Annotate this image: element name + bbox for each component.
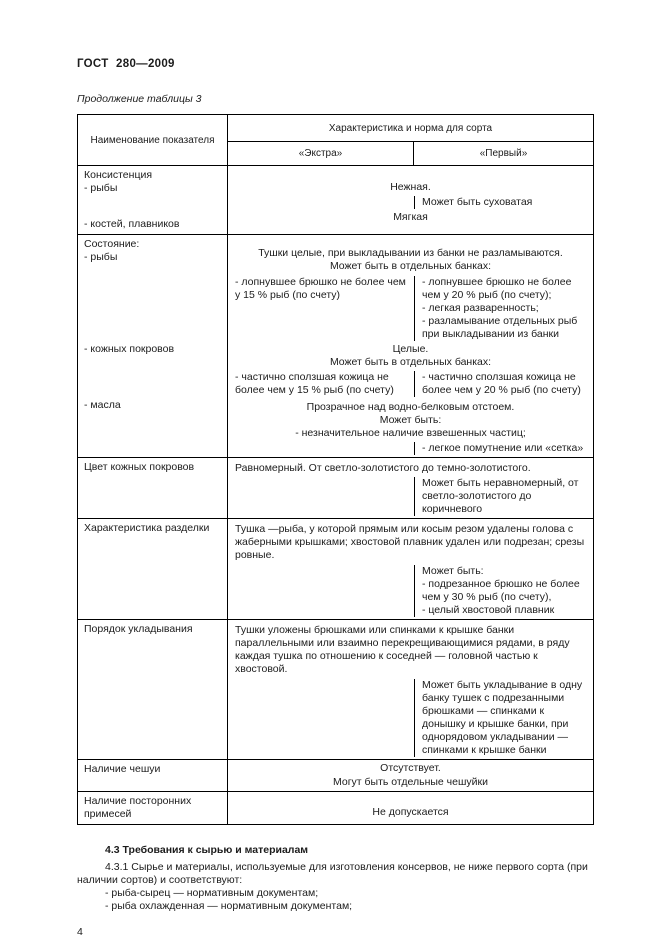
cell-paragraph: Может быть суховатая (422, 196, 533, 208)
center-text-block: Мягкая (393, 211, 428, 223)
label-line: Наличие посторонних примесей (84, 795, 192, 820)
split-right-cell (414, 565, 593, 617)
label-line: Консистенция (84, 169, 153, 181)
row-scales (78, 760, 593, 792)
cell-paragraph: - лопнувшее брюшко не более чем у 20 % рыб (по счету); (422, 276, 572, 301)
split-right-cell (414, 442, 593, 455)
row-label-cell (78, 760, 228, 791)
split-block (228, 196, 593, 209)
cell-paragraph: - разламывание отдельных рыб при выкладывании из банки (422, 315, 578, 340)
center-text-block: Нежная. (390, 181, 431, 193)
split-left-cell (228, 565, 414, 617)
center-text-block: Не допускается (372, 806, 449, 818)
label-line: Наличие чешуи (84, 763, 161, 775)
row-cutting (78, 519, 593, 620)
row-value-cell (228, 235, 593, 457)
label-line: - рыбы (84, 251, 118, 263)
split-right-cell (414, 276, 593, 341)
doc-number: ГОСТ 280—2009 (77, 58, 175, 70)
row-value-cell (228, 519, 593, 619)
split-left-cell (228, 679, 414, 757)
split-block (228, 477, 593, 516)
split-left-cell (228, 276, 414, 341)
label-line: Состояние: (84, 238, 140, 250)
span-text-block: Тушки уложены брюшками или спинками к крышке банки параллельными или взаимно перекрещивающимися рядами, в ряду каждая тушка по отношению к соседней — головной частью к хвостовой. (235, 624, 570, 675)
split-left-cell (228, 477, 414, 516)
section-heading: 4.3 Требования к сырью и материалам (105, 844, 309, 856)
label-line: Характеристика разделки (84, 522, 210, 534)
header-grade-extra: «Экстра» (228, 142, 414, 165)
table-header (78, 115, 593, 166)
center-text-block: Может быть в отдельных банках: (329, 260, 492, 272)
row-consistency (78, 166, 593, 235)
cell-paragraph: - легкая разваренность; (422, 302, 539, 314)
split-block (228, 442, 593, 455)
split-left-cell (228, 196, 414, 209)
list-item: - рыба-сырец — нормативным документам; (105, 887, 319, 899)
row-value-cell (228, 458, 593, 518)
cell-paragraph: Может быть неравномерный, от светло-золотистого до коричневого (422, 477, 579, 515)
page-content (77, 0, 594, 936)
row-value-cell (228, 620, 593, 759)
span-text-block: Равномерный. От светло-золотистого до темно-золотистого. (235, 462, 531, 474)
split-left-cell (228, 442, 414, 455)
cell-paragraph: - целый хвостовой плавник (422, 604, 555, 616)
row-impurities (78, 792, 593, 824)
row-label-cell (78, 458, 228, 518)
center-text-block: Прозрачное над водно-белковым отстоем. (306, 401, 515, 413)
split-block (228, 679, 593, 757)
row-label-cell (78, 620, 228, 759)
row-label-cell (78, 792, 228, 824)
label-line: - рыбы (84, 182, 118, 194)
split-right-cell (414, 679, 593, 757)
center-text-block: Может быть: (379, 414, 442, 426)
span-text-block: Тушка —рыба, у которой прямым или косым резом удалены голова с жаберными крышками; хвостовой плавник удален или подрезан; срезы ровные. (235, 523, 585, 561)
row-value-cell (228, 760, 593, 791)
header-name-col: Наименование показателя (78, 115, 228, 165)
row-skin-color (78, 458, 593, 519)
center-text-block: Отсутствует. (380, 762, 441, 774)
row-label-cell (78, 235, 228, 457)
label-line: - кожных покровов (84, 343, 175, 355)
cell-paragraph: - частично сползшая кожица не более чем у 15 % рыб (по счету) (235, 371, 394, 396)
cell-paragraph: Может быть укладывание в одну банку тушек с подрезанными брюшками — спинками к донышку и крышке банки, при однорядовом укладывании — спинками к крышке банки (422, 679, 583, 756)
cell-paragraph: - частично сползшая кожица не более чем у 20 % рыб (по счету) (422, 371, 581, 396)
center-text-block: Целые. (392, 343, 429, 355)
header-right-group (228, 115, 593, 165)
center-text-block: Могут быть отдельные чешуйки (333, 776, 488, 788)
row-packing (78, 620, 593, 760)
cell-paragraph: - легкое помутнение или «сетка» (422, 442, 584, 454)
table-rows (78, 166, 593, 824)
split-block (228, 371, 593, 397)
header-grades-row (228, 142, 593, 165)
cell-paragraph: - лопнувшее брюшко не более чем у 15 % рыб (по счету) (235, 276, 406, 301)
split-right-cell (414, 477, 593, 516)
row-value-cell (228, 166, 593, 234)
split-block (228, 565, 593, 617)
split-right-cell (414, 371, 593, 397)
label-line: - костей, плавников (84, 218, 180, 230)
center-text-block: Может быть в отдельных банках: (329, 356, 492, 368)
cell-paragraph: Может быть: (422, 565, 484, 577)
center-text-block: - незначительное наличие взвешенных частиц; (295, 427, 526, 439)
split-right-cell (414, 196, 593, 209)
split-block (228, 276, 593, 341)
header-group-label: Характеристика и норма для сорта (228, 115, 593, 142)
list-item: - рыба охлажденная — нормативным документам; (105, 900, 353, 912)
section-paragraph: 4.3.1 Сырье и материалы, используемые для изготовления консервов, не ниже первого сорта (при наличии сортов) и соответствуют: (77, 861, 588, 886)
header-grade-first: «Первый» (479, 148, 528, 159)
page-number: 4 (77, 926, 83, 936)
cell-paragraph: - подрезанное брюшко не более чем у 30 % рыб (по счету), (422, 578, 580, 603)
label-line: Порядок укладывания (84, 623, 193, 635)
row-condition (78, 235, 593, 458)
row-label-cell (78, 166, 228, 234)
requirements-section (77, 844, 594, 913)
characteristics-table (77, 114, 594, 825)
label-line: - масла (84, 399, 121, 411)
center-text-block: Тушки целые, при выкладывании из банки не разламываются. (258, 247, 563, 259)
table-caption: Продолжение таблицы 3 (77, 93, 202, 105)
label-line: Цвет кожных покровов (84, 461, 195, 473)
row-label-cell (78, 519, 228, 619)
split-left-cell (228, 371, 414, 397)
row-value-cell (228, 792, 593, 824)
